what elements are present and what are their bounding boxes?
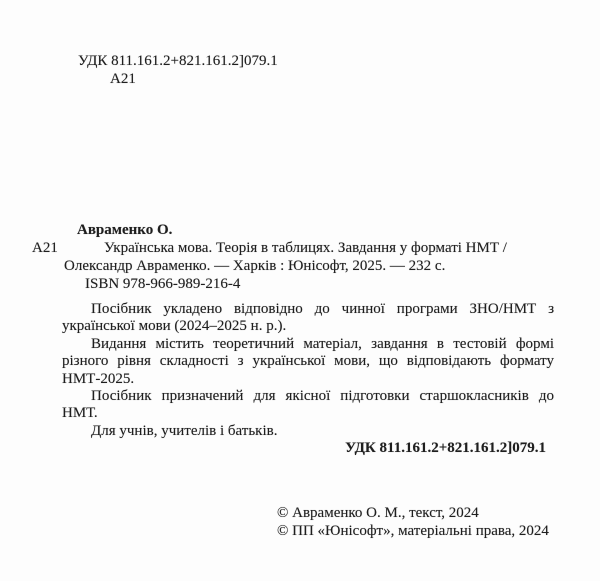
annotation-block bbox=[62, 301, 554, 440]
annotation-paragraph: Посібник призначений для якісної підготовки старшокласників до НМТ. bbox=[62, 388, 554, 422]
annotation-paragraph: Для учнів, учителів і батьків. bbox=[91, 422, 278, 439]
isbn-number: ISBN 978-966-989-216-4 bbox=[85, 276, 241, 292]
bibliographic-entry-line-1: Українська мова. Теорія в таблицях. Завдання у форматі НМТ / bbox=[104, 240, 507, 256]
copyright-block bbox=[277, 505, 549, 540]
udc-number-bottom: УДК 811.161.2+821.161.2]079.1 bbox=[345, 440, 546, 456]
author-name: Авраменко О. bbox=[77, 222, 173, 238]
annotation-paragraph: Видання містить теоретичний матеріал, завдання в тестовій формі різного рівня складності з української мови, що відповідають формату НМТ-2025. bbox=[62, 335, 554, 387]
author-code-margin: А21 bbox=[32, 240, 58, 256]
bibliographic-record bbox=[64, 221, 558, 293]
udc-block-top bbox=[78, 52, 278, 88]
udc-number-top: УДК 811.161.2+821.161.2]079.1 bbox=[78, 53, 278, 69]
annotation-paragraph: Посібник укладено відповідно до чинної програми ЗНО/НМТ з української мови (2024–2025 н. р.). bbox=[62, 301, 554, 335]
author-code-top: А21 bbox=[110, 71, 136, 87]
copyright-line-text: © Авраменко О. М., текст, 2024 bbox=[277, 505, 479, 521]
bibliographic-entry-line-2: Олександр Авраменко. — Харків : Юнісофт, 2025. — 232 с. bbox=[64, 258, 446, 274]
copyright-line-rights: © ПП «Юнісофт», матеріальні права, 2024 bbox=[277, 522, 549, 539]
